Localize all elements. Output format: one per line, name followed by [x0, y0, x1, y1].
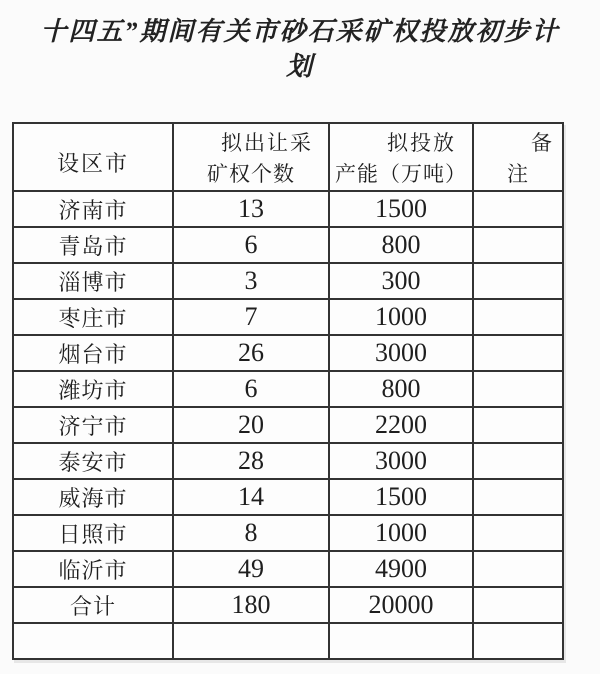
cell-city: 合计	[13, 587, 173, 623]
header-row	[13, 123, 563, 191]
header-note-line1: 备	[531, 131, 554, 155]
header-capacity-line2: 产能（万吨）	[335, 162, 467, 186]
cell-capacity: 2200	[329, 407, 473, 443]
page-title	[0, 14, 600, 84]
cell-permits: 26	[173, 335, 329, 371]
table-row	[13, 335, 563, 371]
cell-capacity	[329, 623, 473, 659]
cell-permits: 13	[173, 191, 329, 227]
cell-note	[473, 263, 563, 299]
cell-note	[473, 191, 563, 227]
cell-note	[473, 515, 563, 551]
cell-city: 青岛市	[13, 227, 173, 263]
header-capacity	[329, 123, 473, 191]
cell-capacity: 1500	[329, 191, 473, 227]
cell-capacity: 3000	[329, 335, 473, 371]
table-row	[13, 371, 563, 407]
table-row-total	[13, 587, 563, 623]
cell-permits: 14	[173, 479, 329, 515]
header-note-line2: 注	[507, 162, 529, 186]
cell-permits: 7	[173, 299, 329, 335]
cell-city: 日照市	[13, 515, 173, 551]
cell-city: 潍坊市	[13, 371, 173, 407]
cell-capacity: 1000	[329, 515, 473, 551]
header-capacity-line1: 拟投放	[387, 131, 456, 155]
cell-note	[473, 371, 563, 407]
cell-note	[473, 479, 563, 515]
title-line-1: 十四五”期间有关市砂石采矿权投放初步计	[40, 17, 560, 46]
cell-permits: 6	[173, 227, 329, 263]
cell-city: 淄博市	[13, 263, 173, 299]
cell-city: 济南市	[13, 191, 173, 227]
table-row	[13, 551, 563, 587]
table-row	[13, 263, 563, 299]
cell-capacity: 800	[329, 371, 473, 407]
cell-permits: 180	[173, 587, 329, 623]
cell-note	[473, 335, 563, 371]
table-row	[13, 299, 563, 335]
cell-capacity: 800	[329, 227, 473, 263]
table-row	[13, 515, 563, 551]
table-row-empty	[13, 623, 563, 659]
cell-permits	[173, 623, 329, 659]
header-city-label: 设区市	[56, 150, 129, 176]
header-city	[13, 123, 173, 191]
table-row	[13, 191, 563, 227]
cell-note	[473, 227, 563, 263]
cell-city	[13, 623, 173, 659]
cell-capacity: 4900	[329, 551, 473, 587]
cell-permits: 49	[173, 551, 329, 587]
cell-note	[473, 407, 563, 443]
cell-note	[473, 551, 563, 587]
cell-capacity: 300	[329, 263, 473, 299]
header-permits	[173, 123, 329, 191]
cell-capacity: 20000	[329, 587, 473, 623]
cell-note	[473, 587, 563, 623]
cell-city: 威海市	[13, 479, 173, 515]
cell-permits: 8	[173, 515, 329, 551]
cell-city: 济宁市	[13, 407, 173, 443]
cell-note	[473, 623, 563, 659]
table-row	[13, 443, 563, 479]
cell-permits: 28	[173, 443, 329, 479]
cell-permits: 20	[173, 407, 329, 443]
cell-capacity: 1500	[329, 479, 473, 515]
cell-capacity: 1000	[329, 299, 473, 335]
cell-note	[473, 299, 563, 335]
cell-note	[473, 443, 563, 479]
table-row	[13, 407, 563, 443]
header-permits-line2: 矿权个数	[207, 162, 295, 186]
cell-city: 泰安市	[13, 443, 173, 479]
cell-city: 枣庄市	[13, 299, 173, 335]
plan-table	[12, 122, 564, 660]
title-line-2: 划	[285, 52, 314, 81]
cell-capacity: 3000	[329, 443, 473, 479]
table-row	[13, 479, 563, 515]
header-note	[473, 123, 563, 191]
header-permits-line1: 拟出让采	[221, 131, 313, 155]
table-row	[13, 227, 563, 263]
cell-permits: 6	[173, 371, 329, 407]
cell-city: 烟台市	[13, 335, 173, 371]
cell-permits: 3	[173, 263, 329, 299]
cell-city: 临沂市	[13, 551, 173, 587]
